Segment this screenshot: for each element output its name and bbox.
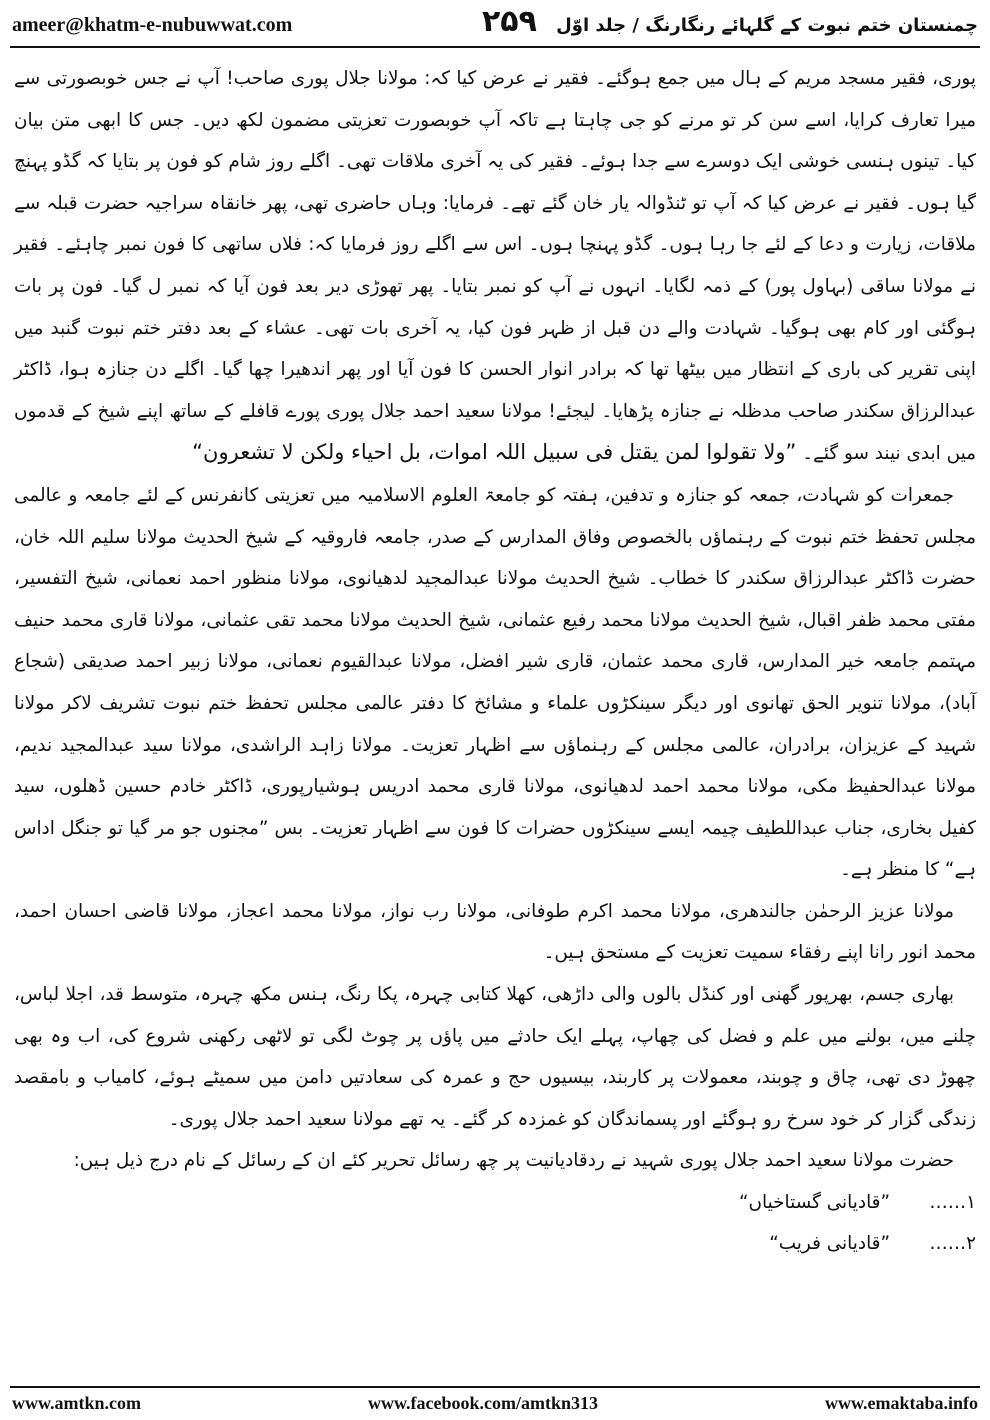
paragraph-2: جمعرات کو شہادت، جمعہ کو جنازہ و تدفین، ہفتہ کو جامعۃ العلوم الاسلامیہ میں تعزیتی کانفرنس کے لئے جامعہ و عالمی مجلس تحفظ ختم نبوت کے رہنماؤں بالخصوص وفاق المدارس کے صدر، جامعہ فاروقیہ کے شیخ الحدیث مولانا سلیم اللہ خان، حضرت ڈاکٹر عبدالرزاق سکندر کا خطاب۔ شیخ الحدیث مولانا عبدالمجید لدھیانوی، مولانا منظور احمد نعمانی، شیخ التفسیر، مفتی محمد ظفر اقبال، شیخ الحدیث مولانا محمد رفیع عثمانی، شیخ الحدیث مولانا محمد تقی عثمانی، مولانا قاری محمد حنیف مہتمم جامعہ خیر المدارس، قاری محمد عثمان، قاری شیر افضل، مولانا عبدالقیوم نعمانی، مولانا زبیر احمد صدیقی (شجاع آباد)، مولانا تنویر الحق تھانوی اور دیگر سینکڑوں علماء و مشائخ کا دفتر عالمی مجلس تحفظ ختم نبوت تشریف لاکر مولانا شہید کے عزیزان، برادران، عالمی مجلس کے رہنماؤں سے اظہار تعزیت۔ مولانا زاہد الراشدی، مولانا سید عبدالمجید ندیم، مولانا عبدالحفیظ مکی، مولانا محمد احمد لدھیانوی، مولانا قاری محمد ادریس ہوشیارپوری، ڈاکٹر خادم حسین ڈھلوں، سید کفیل بخاری، جناب عبداللطیف چیمہ ایسے سینکڑوں حضرات کا فون سے اظہار تعزیت۔ بس ”مجنوں جو مر گیا تو جنگل اداس ہے“ کا منظر ہے۔ xyxy=(14,484,976,881)
list-item-title: ”قادیانی فریب“ xyxy=(769,1233,890,1255)
paragraph-1-text: پوری، فقیر مسجد مریم کے ہال میں جمع ہوگئے۔ فقیر نے عرض کیا کہ: مولانا جلال پوری صاحب! آپ نے جس خوبصورتی سے میرا تعارف کرایا، اسے سن کر تو مرنے کو جی چاہتا ہے تاکہ آپ خوبصورت تعزیتی مضمون لکھ دیں۔ جس کا ابھی متن بیان کیا۔ تینوں ہنسی خوشی ایک دوسرے سے جدا ہوئے۔ فقیر کی یہ آخری ملاقات تھی۔ اگلے روز شام کو فون پر بتایا کہ گڈو پہنچ گیا ہوں۔ فقیر نے عرض کیا کہ آپ تو ٹنڈوالہ یار خان گئے تھے۔ فرمایا: وہاں حاضری تھی، پھر خانقاہ سراجیہ حضرت قبلہ سے ملاقات، زیارت و دعا کے لئے جا رہا ہوں۔ گڈو پہنچا ہوں۔ اس سے اگلے روز فرمایا کہ: فلاں ساتھی کا فون نمبر چاہئے۔ فقیر نے مولانا ساقی (بہاول پور) کے ذمہ لگایا۔ انہوں نے آپ کو نمبر بتایا۔ پھر تھوڑی دیر بعد فون آیا کہ نمبر ل گیا۔ فون پر بات ہوگئی اور کام بھی ہوگیا۔ شہادت والے دن قبل از ظہر فون کیا، یہ آخری بات تھی۔ عشاء کے بعد دفتر ختم نبوت گنبد میں اپنی تقریر کی باری کے انتظار میں بیٹھا تھا کہ برادر انوار الحسن کا فون آیا اور پھر اندھیرا چھا گیا۔ اگلے دن جنازہ ہوا، ڈاکٹر عبدالرزاق سکندر صاحب مدظلہ نے جنازہ پڑھایا۔ لیجئے! مولانا سعید احمد جلال پوری پورے قافلے کے ساتھ اپنے شیخ کے قدموں میں ابدی نیند سو گئے۔ xyxy=(14,68,976,465)
book-title: چمنستان ختم نبوت کے گلہائے رنگارنگ / جلد اوّل xyxy=(556,14,978,36)
list-item-title: ”قادیانی گستاخیاں“ xyxy=(739,1192,890,1214)
list-item xyxy=(14,1182,976,1223)
page-footer xyxy=(12,1390,978,1416)
header-divider xyxy=(10,46,980,48)
paragraph-5: حضرت مولانا سعید احمد جلال پوری شہید نے ردقادیانیت پر چھ رسائل تحریر کئے ان کے رسائل کے نام درج ذیل ہیں: xyxy=(73,1150,954,1172)
page-number: ۲۵۹ xyxy=(482,4,537,39)
list-item xyxy=(14,1223,976,1264)
booklet-list xyxy=(14,1182,976,1264)
quran-quote: ”ولا تقولوا لمن یقتل فی سبیل اللہ اموات، بل احیاء ولکن لا تشعرون“ xyxy=(192,440,797,465)
paragraph-4: بھاری جسم، بھرپور گھنی اور کنڈل بالوں والی داڑھی، کھلا کتابی چہرہ، پکا رنگ، ہنس مکھ چہرہ، متوسط قد، اجلا لباس، چلنے میں، بولنے میں علم و فضل کی چھاپ، پہلے ایک حادثے میں پاؤں پر چوٹ لگی تو لاٹھی رکھنی شروع کی، اب وہ بھی چھوڑ دی تھی، چاق و چوبند، معمولات پر کاربند، بیسیوں حج و عمرہ کی سعادتیں دامن میں سمیٹے ہوئے، کامیاب و بامقصد زندگی گزار کر خود سرخ رو ہوگئے اور پسماندگان کو غمزدہ کر گئے۔ یہ تھے مولانا سعید احمد جلال پوری۔ xyxy=(14,984,976,1130)
header-email: ameer@khatm-e-nubuwwat.com xyxy=(12,13,293,36)
page-header xyxy=(12,6,978,44)
paragraph-3: مولانا عزیز الرحمٰن جالندھری، مولانا محمد اکرم طوفانی، مولانا رب نواز، مولانا محمد اعجاز، مولانا قاضی احسان احمد، محمد انور رانا اپنے رفقاء سمیت تعزیت کے مستحق ہیں۔ xyxy=(14,900,976,964)
footer-link-amtkn[interactable]: www.amtkn.com xyxy=(12,1392,141,1413)
list-item-number: ۱…… xyxy=(929,1192,976,1214)
footer-divider xyxy=(10,1386,980,1388)
paragraph-1 xyxy=(14,58,976,475)
list-item-number: ۲…… xyxy=(929,1233,976,1255)
footer-link-facebook[interactable]: www.facebook.com/amtkn313 xyxy=(367,1392,598,1413)
page-body xyxy=(14,58,976,1264)
footer-link-emaktaba[interactable]: www.emaktaba.info xyxy=(824,1392,978,1413)
